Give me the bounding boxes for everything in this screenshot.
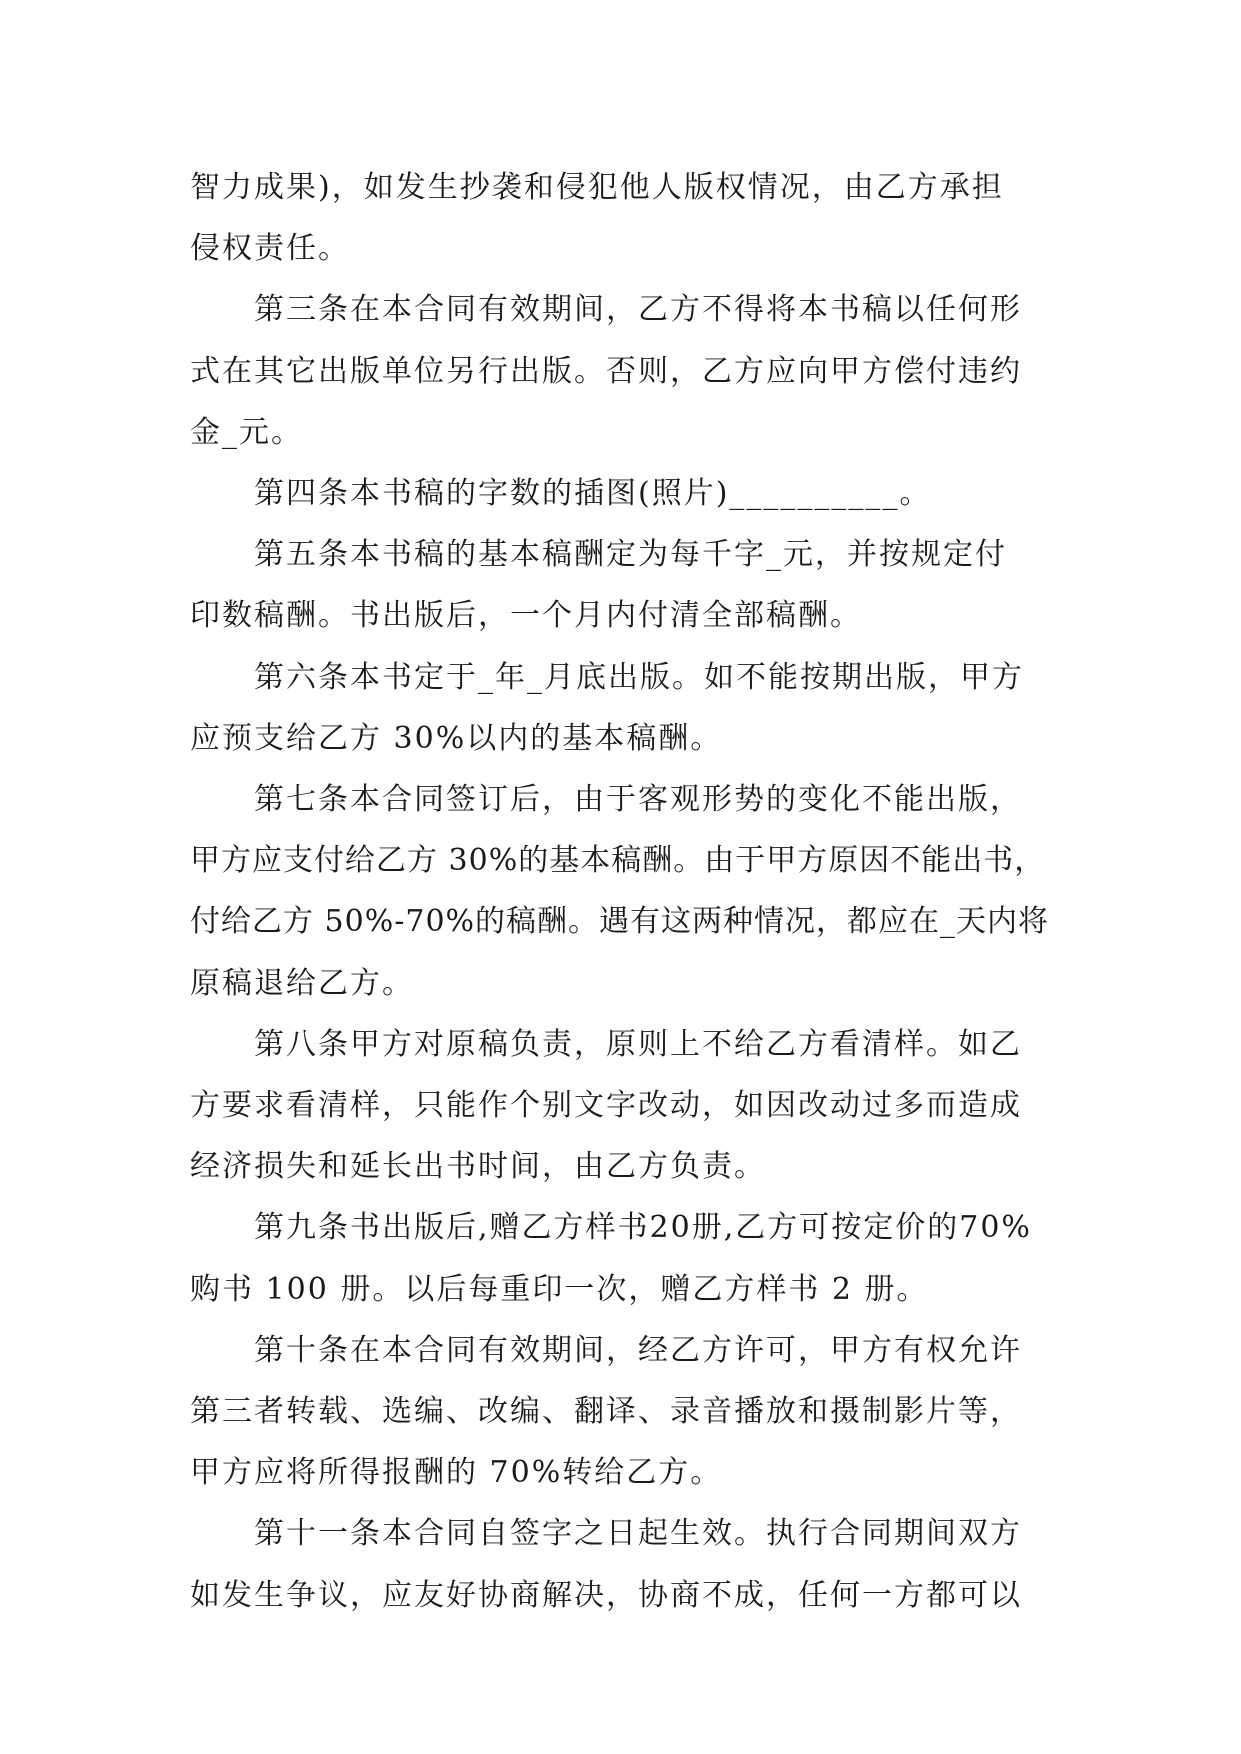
text-line: 第七条本合同签订后，由于客观形势的变化不能出版， xyxy=(254,782,1022,817)
text-line: 金_元。 xyxy=(190,415,303,450)
text-line: 第四条本书稿的字数的插图(照片)__________。 xyxy=(254,476,932,511)
text-line: 经济损失和延长出书时间，由乙方负责。 xyxy=(190,1149,766,1184)
text-line: 第十条在本合同有效期间，经乙方许可，甲方有权允许 xyxy=(254,1333,1022,1368)
text-line: 付给乙方 50%-70%的稿酬。遇有这两种情况，都应在_天内将 xyxy=(190,904,1050,939)
text-line: 第十一条本合同自签字之日起生效。执行合同期间双方 xyxy=(254,1516,1022,1551)
text-line: 第三者转载、选编、改编、翻译、录音播放和摄制影片等， xyxy=(190,1394,1022,1429)
text-line: 侵权责任。 xyxy=(190,231,350,266)
text-line: 第九条书出版后,赠乙方样书20册,乙方可按定价的70% xyxy=(254,1210,1032,1245)
text-line: 甲方应将所得报酬的 70%转给乙方。 xyxy=(190,1455,723,1490)
text-line: 原稿退给乙方。 xyxy=(190,966,414,1001)
text-line: 甲方应支付给乙方 30%的基本稿酬。由于甲方原因不能出书， xyxy=(190,843,1046,878)
text-line: 第五条本书稿的基本稿酬定为每千字_元，并按规定付 xyxy=(254,537,1007,572)
text-line: 如发生争议，应友好协商解决，协商不成，任何一方都可以 xyxy=(190,1578,1022,1613)
text-line: 应预支给乙方 30%以内的基本稿酬。 xyxy=(190,721,723,756)
text-line: 式在其它出版单位另行出版。否则，乙方应向甲方偿付违约 xyxy=(190,354,1022,389)
text-line: 印数稿酬。书出版后，一个月内付清全部稿酬。 xyxy=(190,598,862,633)
text-line: 第六条本书定于_年_月底出版。如不能按期出版，甲方 xyxy=(254,660,1024,695)
text-line: 方要求看清样，只能作个别文字改动，如因改动过多而造成 xyxy=(190,1088,1022,1123)
text-line: 第八条甲方对原稿负责，原则上不给乙方看清样。如乙 xyxy=(254,1027,1022,1062)
text-line: 购书 100 册。以后每重印一次，赠乙方样书 2 册。 xyxy=(190,1272,929,1307)
text-line: 第三条在本合同有效期间，乙方不得将本书稿以任何形 xyxy=(254,292,1022,327)
text-line: 智力成果)，如发生抄袭和侵犯他人版权情况，由乙方承担 xyxy=(190,170,1004,205)
